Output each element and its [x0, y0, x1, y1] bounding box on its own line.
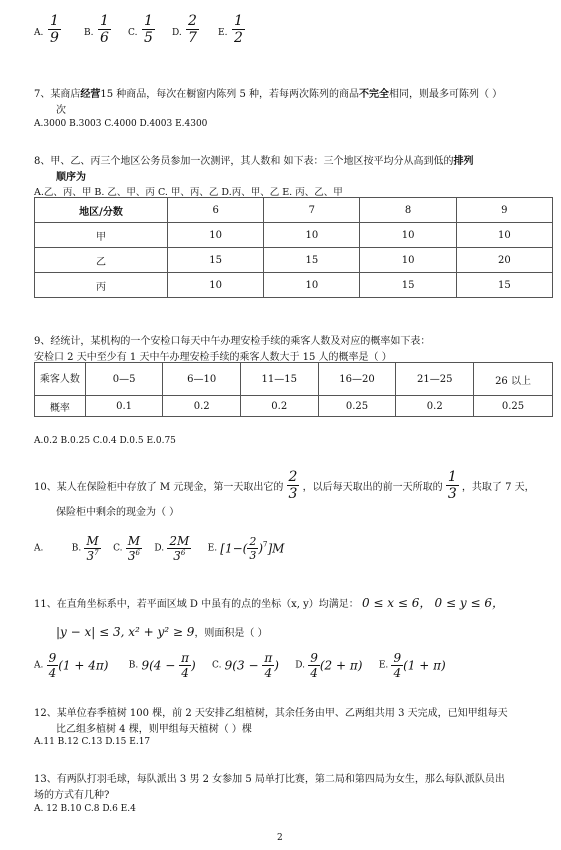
- q8-table-row: [35, 273, 553, 298]
- q8-table-cell: 15: [360, 273, 456, 298]
- q8-table-cell: 甲: [35, 223, 168, 248]
- q6-option-c-fraction: $\frac{1}{5}$: [144, 13, 153, 46]
- q9-question-line1: 9、经统计，某机构的一个安检口每天中午办理安检手续的乘客人数及对应的概率如下表：: [34, 336, 431, 347]
- q7-options: A.3000 B.3003 C.4000 D.4003 E.4300: [34, 119, 208, 129]
- q9-table-cell: 0.1: [85, 396, 163, 417]
- q10-option-b-fraction: $\frac{M}{3^7}$: [86, 534, 99, 563]
- q9-table-header-cell: 6—10: [163, 363, 241, 396]
- q8-table-cell: 15: [168, 248, 264, 273]
- q8-table-header-cell: 地区/分数: [35, 198, 168, 223]
- q9-options: A.0.2 B.0.25 C.0.4 D.0.5 E.0.75: [34, 436, 176, 446]
- q11-option-d-label: D.: [295, 660, 306, 671]
- q9-question-line2: 安检口 2 天中至少有 1 天中午办理安检手续的乘客人数大于 15 人的概率是（ ）: [34, 352, 392, 363]
- q6-option-e-fraction: $\frac{1}{2}$: [234, 13, 243, 46]
- q10-question-line1: 10、某人在保险柜中存放了 M 元现金，第一天取出它的 $\frac{2}{3}$ ，以后每天取出的前一天所取的 $\frac{1}{3}$ ，共取了 7 天，: [34, 469, 535, 502]
- q10-option-e-fraction: $\frac{2}{3}$: [249, 535, 257, 562]
- q6-option-d-label: D.: [172, 28, 182, 38]
- q9-table-header-row: [35, 363, 553, 396]
- q9-table-cell: 0.2: [240, 396, 318, 417]
- q10-fraction-two-thirds: $\frac{2}{3}$: [288, 469, 298, 502]
- q13-question-line2: 场的方式有几种?: [34, 790, 110, 801]
- q9-table-header-cell: 0—5: [85, 363, 163, 396]
- q8-table-cell: 10: [264, 223, 360, 248]
- q10-option-e-label: E.: [207, 543, 218, 554]
- q11-option-d-fraction: $\frac{9}{4}$: [310, 651, 318, 680]
- q6-option-a-label: A.: [34, 28, 44, 38]
- q11-option-b-fraction: $\frac{\pi}{4}$: [181, 651, 189, 680]
- q9-probability-table: [34, 362, 553, 417]
- q10-fraction-one-third: $\frac{1}{3}$: [447, 469, 457, 502]
- q8-table-row: [35, 223, 553, 248]
- q6-option-a-fraction: $\frac{1}{9}$: [50, 13, 59, 46]
- q11-option-a-label: A.: [34, 660, 44, 671]
- q11-option-e-fraction: $\frac{9}{4}$: [393, 651, 402, 680]
- q10-option-b-label: B.: [71, 543, 82, 554]
- q11-option-c-label: C.: [212, 660, 222, 671]
- q9-table-header-cell: 21—25: [396, 363, 474, 396]
- q10-option-d-label: D.: [154, 543, 165, 554]
- q6-option-e-label: E.: [218, 28, 228, 38]
- q9-table-cell: 0.25: [318, 396, 396, 417]
- q10-option-a-label: A.: [34, 543, 44, 554]
- q8-table-cell: 20: [456, 248, 552, 273]
- q8-table-cell: 15: [456, 273, 552, 298]
- page-number: 2: [277, 833, 283, 843]
- q8-options: A.乙、丙、甲 B. 乙、甲、丙 C. 甲、丙、乙 D.丙、甲、乙 E. 丙、乙、甲: [34, 187, 343, 198]
- q6-option-d-fraction: $\frac{2}{7}$: [188, 13, 197, 46]
- q13-question-line1: 13、有两队打羽毛球，每队派出 3 男 2 女参加 5 局单打比赛，第二局和第四局为女生，那么每队派队员出: [34, 774, 505, 785]
- q8-table-cell: 10: [360, 223, 456, 248]
- q9-table-cell: 0.25: [474, 396, 553, 417]
- q10-options: A. B. $\frac{M}{3^7}$ C. $\frac{M}{3^6}$ D. $\frac{2M}{3^6}$ E. [1−( $\frac{2}{3}$ )$^7$]M: [34, 534, 285, 563]
- q8-table-cell: 丙: [35, 273, 168, 298]
- q11-question-line1: 11、在直角坐标系中，若平面区域 D 中虽有的点的坐标（x, y）均满足： 0 ≤ x ≤ 6， 0 ≤ y ≤ 6，: [34, 596, 504, 610]
- q8-table-cell: 10: [168, 223, 264, 248]
- q11-option-b-label: B.: [128, 660, 139, 671]
- q8-table-cell: 10: [264, 273, 360, 298]
- q8-table-row: [35, 248, 553, 273]
- q7-question-line1: 7、某商店经营15 种商品，每次在橱窗内陈列 5 种，若每两次陈列的商品不完全相同，则最多可陈列（ ）: [34, 89, 503, 100]
- q10-option-c-fraction: $\frac{M}{3^6}$: [127, 534, 141, 563]
- q12-question-line2: 比乙组多植树 4 棵，则甲组每天植树（ ）棵: [56, 724, 252, 735]
- q8-table-cell: 10: [456, 223, 552, 248]
- q8-score-table: [34, 197, 553, 298]
- q8-table-header-cell: 6: [168, 198, 264, 223]
- q8-table-cell: 10: [360, 248, 456, 273]
- q8-table-cell: 乙: [35, 248, 168, 273]
- q8-question-line1: 8、甲、乙、丙三个地区公务员参加一次测评，其人数和 如下表：三个地区按平均分从高到低的排列: [34, 156, 474, 167]
- q6-option-c-label: C.: [128, 28, 138, 38]
- q8-table-cell: 15: [264, 248, 360, 273]
- q10-question-line2: 保险柜中剩余的现金为（ ）: [56, 507, 180, 518]
- q8-table-header-cell: 9: [456, 198, 552, 223]
- q11-option-a-fraction: $\frac{9}{4}$: [48, 651, 57, 680]
- q10-option-c-label: C.: [113, 543, 123, 554]
- q11-option-c-fraction: $\frac{\pi}{4}$: [264, 651, 273, 680]
- q8-table-header-row: [35, 198, 553, 223]
- q9-table-row: [35, 396, 553, 417]
- q8-table-header-cell: 7: [264, 198, 360, 223]
- q6-option-b-label: B.: [84, 28, 94, 38]
- q9-table-cell: 概率: [35, 396, 86, 417]
- q8-table-cell: 10: [168, 273, 264, 298]
- q10-option-d-fraction: $\frac{2M}{3^6}$: [169, 534, 190, 563]
- q9-table-header-cell: 11—15: [240, 363, 318, 396]
- q7-question-line2: 次: [56, 105, 66, 116]
- q9-table-cell: 0.2: [396, 396, 474, 417]
- q9-table-header-cell: 16—20: [318, 363, 396, 396]
- q11-question-line2: |y − x| ≤ 3, x² + y² ≥ 9，则面积是（ ）: [56, 625, 268, 639]
- q13-options: A. 12 B.10 C.8 D.6 E.4: [34, 804, 136, 814]
- q8-table-header-cell: 8: [360, 198, 456, 223]
- q9-table-header-cell: 26 以上: [474, 363, 553, 396]
- q12-options: A.11 B.12 C.13 D.15 E.17: [34, 737, 151, 747]
- q9-table-header-cell: 乘客人数: [35, 363, 86, 396]
- q9-table-cell: 0.2: [163, 396, 241, 417]
- q8-question-line2: 顺序为: [56, 172, 86, 183]
- q12-question-line1: 12、某单位春季植树 100 棵，前 2 天安排乙组植树，其余任务由甲、乙两组共用 3 天完成，已知甲组每天: [34, 708, 508, 719]
- q6-option-b-fraction: $\frac{1}{6}$: [100, 13, 109, 46]
- q11-option-e-label: E.: [378, 660, 389, 671]
- q11-options: A. $\frac{9}{4}$ (1 + 4π) B. 9(4 − $\frac{\pi}{4}$ ) C. 9(3 − $\frac{\pi}{4}$ ) D. $\frac{9}{4}$ (2 + π) E. $\frac{9}{4}$ (1 + π): [34, 651, 446, 680]
